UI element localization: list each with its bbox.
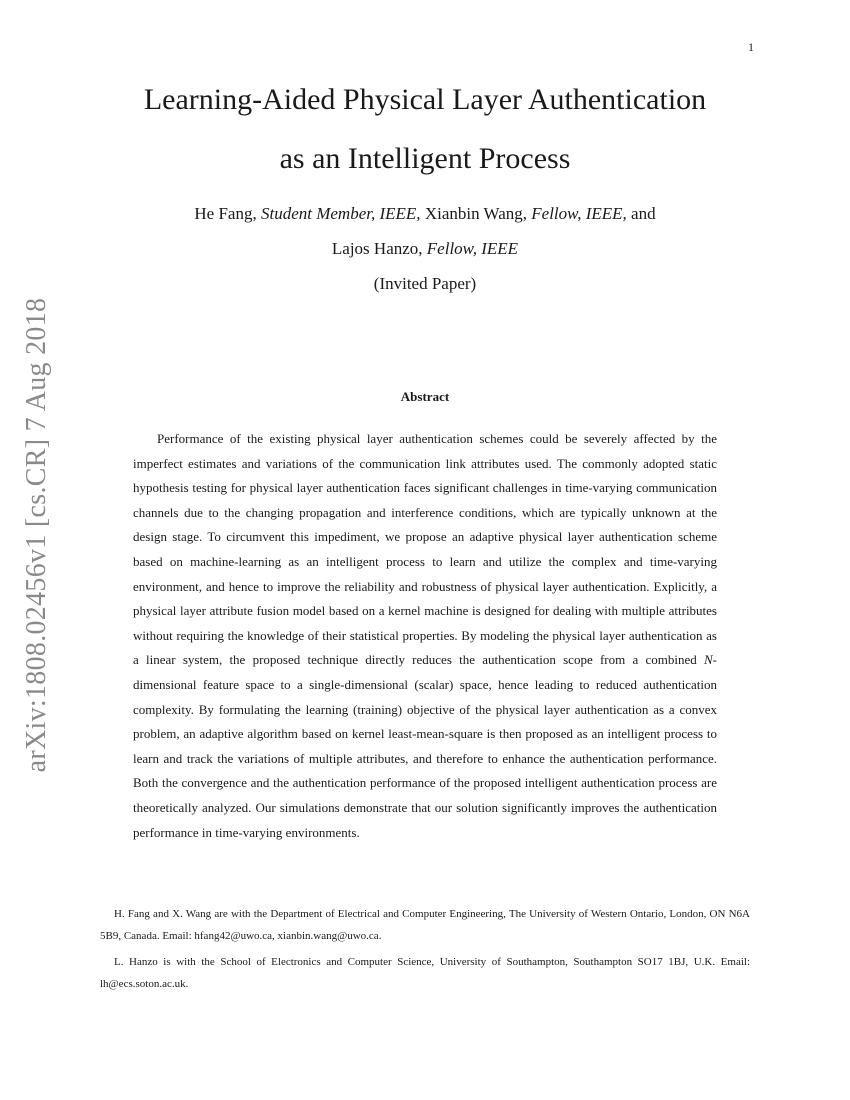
footnote-hanzo: L. Hanzo is with the School of Electronics and Computer Science, University of Southampton, Southampton SO17 1BJ, U.K. Email: lh@ecs.soton.ac.uk.	[100, 956, 750, 990]
footnotes	[100, 903, 750, 995]
author-xianbin-wang-affiliation: Fellow, IEEE,	[531, 204, 627, 223]
abstract-text-part-1: Performance of the existing physical layer authentication schemes could be severely affected by the imperfect estimates and variations of the communication link attributes used. The commonly adopted static hypothesis testing for physical layer authentication faces significant challenges in time-varying communication channels due to the changing propagation and interference conditions, which are typically unknown at the design stage. To circumvent this impediment, we propose an adaptive physical layer authentication scheme based on machine-learning as an intelligent process to learn and utilize the complex and time-varying environment, and hence to improve the reliability and robustness of physical layer authentication. Explicitly, a physical layer attribute fusion model based on a kernel machine is designed for dealing with multiple attributes without requiring the knowledge of their statistical properties. By modeling the physical layer authentication as a linear system, the proposed technique directly reduces the authentication scope from a combined	[133, 431, 717, 668]
author-he-fang-affiliation: Student Member, IEEE,	[260, 204, 421, 223]
paper-type: (Invited Paper)	[373, 274, 477, 293]
math-symbol-n: N	[704, 652, 713, 668]
author-list-line-2	[0, 238, 850, 260]
title-line-2: as an Intelligent Process	[279, 142, 571, 175]
page-number: 1	[748, 40, 754, 54]
footnote-fang-wang: H. Fang and X. Wang are with the Department of Electrical and Computer Engineering, The University of Western Ontario, London, ON N6A 5B9, Canada. Email: hfang42@uwo.ca, xianbin.wang@uwo.ca.	[100, 908, 750, 942]
author-list-line-1	[0, 203, 850, 225]
author-he-fang: He Fang,	[194, 204, 261, 223]
author-xianbin-wang: Xianbin Wang,	[420, 204, 532, 223]
author-lajos-hanzo: Lajos Hanzo,	[331, 239, 427, 258]
author-lajos-hanzo-affiliation: Fellow, IEEE	[426, 239, 519, 258]
author-conjunction: and	[626, 204, 656, 223]
abstract-text-part-2: -dimensional feature space to a single-dimensional (scalar) space, hence leading to reduced authentication complexity. By formulating the learning (training) objective of the physical layer authentication as a convex problem, an adaptive algorithm based on kernel least-mean-square is then proposed as an intelligent process to learn and track the variations of multiple attributes, and therefore to enhance the authentication performance. Both the convergence and the authentication performance of the proposed intelligent authentication process are theoretically analyzed. Our simulations demonstrate that our solution significantly improves the authentication performance in time-varying environments.	[133, 652, 718, 840]
title-line-1: Learning-Aided Physical Layer Authentication	[143, 83, 707, 116]
abstract-heading: Abstract	[400, 389, 450, 404]
arxiv-identifier[interactable]: arXiv:1808.02456v1 [cs.CR] 7 Aug 2018	[21, 297, 52, 773]
abstract-body	[133, 427, 717, 845]
